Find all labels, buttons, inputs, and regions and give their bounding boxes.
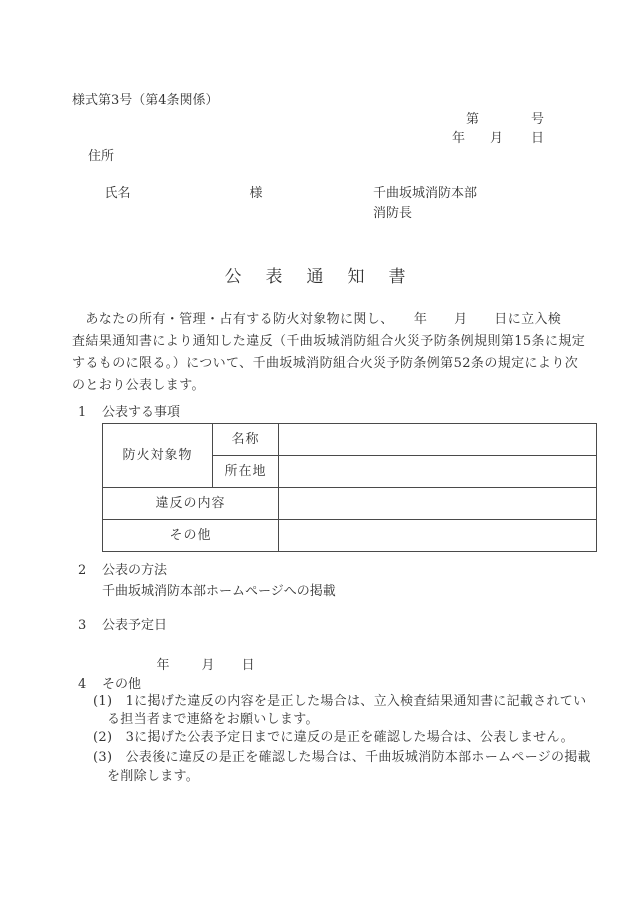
section-2-heading — [72, 561, 167, 580]
table-row — [103, 488, 597, 520]
scheduled-date-year-label: 年 — [156, 658, 170, 673]
table-cell-name-label: 名称 — [213, 424, 279, 456]
issuer-organization: 千曲坂城消防本部 — [373, 186, 478, 201]
recipient-honorific: 様 — [249, 186, 263, 201]
note-item-3-line-1: (3) 公表後に違反の是正を確認した場合は、千曲坂城消防本部ホームページの掲載 — [93, 750, 591, 765]
scheduled-date-day-blank — [215, 668, 242, 669]
table-cell-name-value — [279, 424, 597, 456]
section-1-heading — [72, 403, 180, 422]
table-row — [103, 424, 597, 456]
doc-number-suffix: 号 — [530, 112, 544, 127]
section-1-number: 1 — [78, 405, 87, 420]
issuer-title: 消防長 — [373, 206, 413, 221]
section-3-number: 3 — [78, 618, 87, 633]
recipient-address-label: 住所 — [88, 149, 115, 164]
table-cell-fire-object-label: 防火対象物 — [103, 424, 213, 488]
publication-items-table — [102, 423, 597, 552]
publication-method: 千曲坂城消防本部ホームページへの掲載 — [102, 584, 336, 599]
scheduled-date-line — [140, 637, 255, 694]
note-item-1-line-1: (1) 1に掲げた違反の内容を是正した場合は、立入検査結果通知書に記載されてい — [93, 694, 587, 709]
issue-date-line — [452, 129, 544, 148]
paragraph-line: あなたの所有・管理・占有する防火対象物に関し、 年 月 日に立入検 — [72, 312, 562, 327]
doc-number-blank — [479, 122, 531, 123]
table-cell-violation-label: 違反の内容 — [103, 488, 279, 520]
paragraph-line: 査結果通知書により通知した違反（千曲坂城消防組合火災予防条例規則第15条に規定 — [72, 334, 586, 349]
scheduled-date-day-label: 日 — [241, 658, 255, 673]
doc-number-line — [466, 110, 544, 129]
issue-date-year-blank — [465, 141, 490, 142]
section-4-number: 4 — [78, 677, 87, 692]
section-3-label: 公表予定日 — [102, 618, 168, 633]
document-title: 公表通知書 — [224, 267, 430, 287]
table-cell-address-label: 所在地 — [213, 456, 279, 488]
note-item-3-line-2: を削除します。 — [107, 769, 200, 784]
table-cell-other-label: その他 — [103, 520, 279, 552]
section-2-label: 公表の方法 — [102, 563, 168, 578]
section-3-heading — [72, 616, 167, 635]
paragraph-line: のとおり公表します。 — [72, 378, 205, 393]
table-cell-other-value — [279, 520, 597, 552]
recipient-name-label: 氏名 — [104, 186, 131, 201]
section-1-label: 公表する事項 — [102, 405, 181, 420]
section-2-number: 2 — [78, 563, 87, 578]
note-item-2-line-1: (2) 3に掲げた公表予定日までに違反の是正を確認した場合は、公表しません。 — [93, 730, 574, 745]
scheduled-date-month-label: 月 — [201, 658, 215, 673]
table-row — [103, 520, 597, 552]
form-label: 様式第3号（第4条関係） — [72, 93, 219, 108]
doc-number-prefix: 第 — [465, 112, 479, 127]
issue-date-month-label: 月 — [489, 131, 503, 146]
issue-date-year-label: 年 — [451, 131, 465, 146]
recipient-name-line — [88, 165, 263, 222]
scheduled-date-year-blank — [170, 668, 202, 669]
issue-date-day-blank — [503, 141, 531, 142]
section-4-label: その他 — [102, 677, 142, 692]
note-item-1-line-2: る担当者まで連絡をお願いします。 — [107, 712, 319, 727]
paragraph-line: するものに限る。）について、千曲坂城消防組合火災予防条例第52条の規定により次 — [72, 356, 579, 371]
issue-date-day-label: 日 — [530, 131, 544, 146]
table-cell-address-value — [279, 456, 597, 488]
body-paragraph — [72, 309, 586, 397]
table-cell-violation-value — [279, 488, 597, 520]
